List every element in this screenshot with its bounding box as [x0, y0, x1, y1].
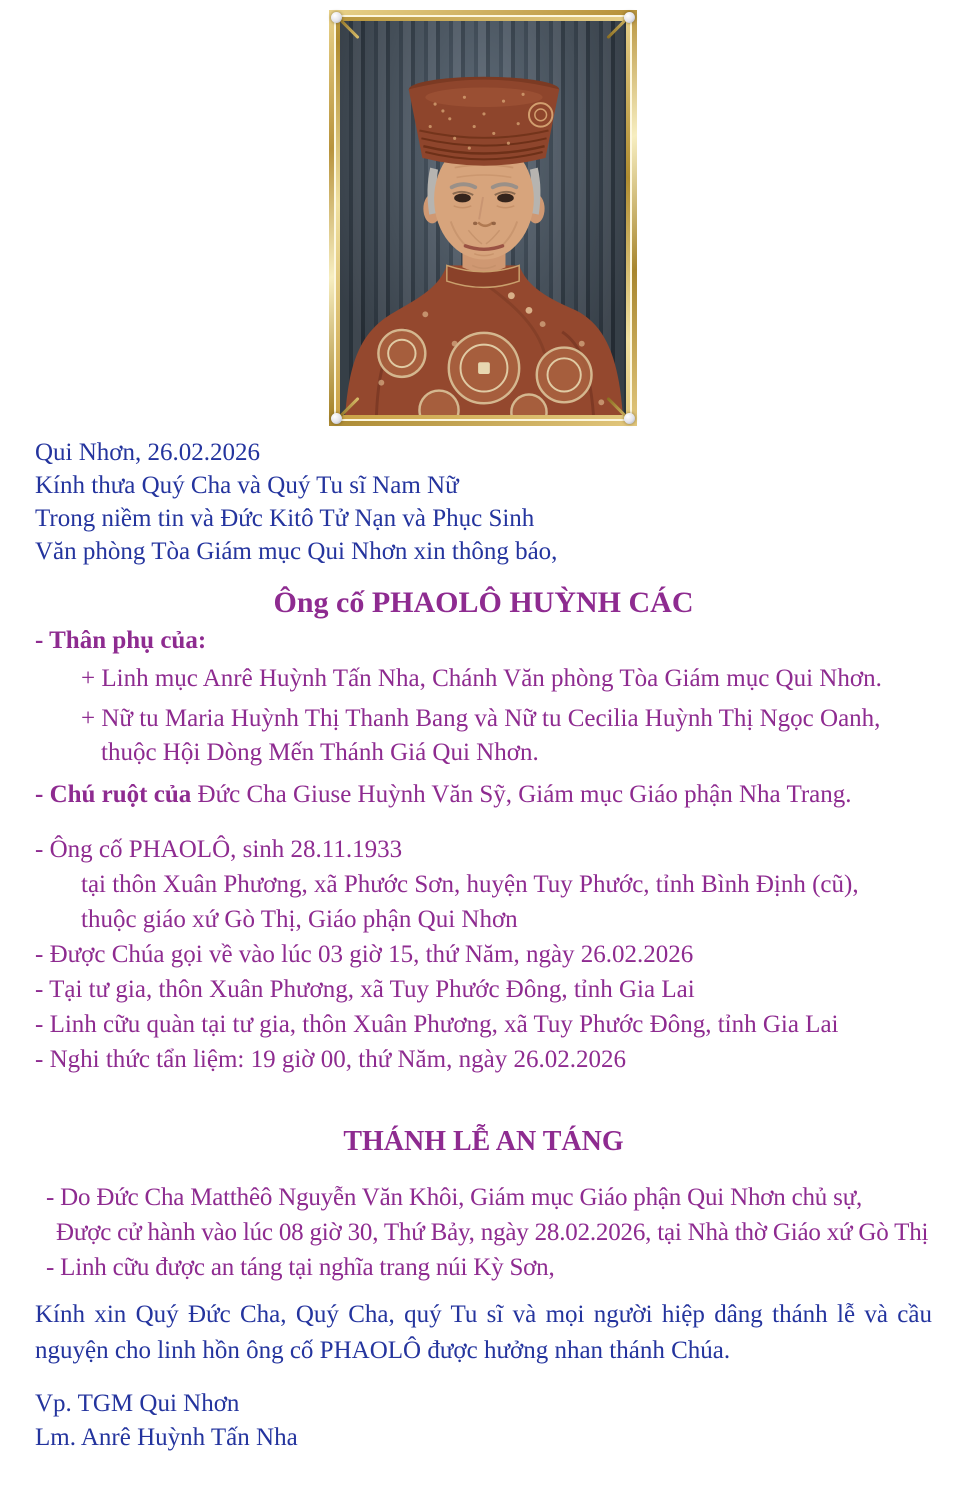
signature-priest: Lm. Anrê Huỳnh Tấn Nha — [35, 1424, 298, 1451]
funeral-block — [35, 1180, 932, 1285]
pearl-ornament-icon — [331, 12, 342, 23]
intro-line-office: Văn phòng Tòa Giám mục Qui Nhơn xin thông báo, — [35, 538, 558, 565]
pearl-ornament-icon — [624, 12, 635, 23]
signature-office: Vp. TGM Qui Nhơn — [35, 1390, 240, 1417]
pearl-ornament-icon — [331, 413, 342, 424]
detail-parish: thuộc giáo xứ Gò Thị, Giáo phận Qui Nhơn — [81, 906, 518, 933]
portrait-illustration — [340, 21, 626, 415]
intro-line-salutation: Kính thưa Quý Cha và Quý Tu sĩ Nam Nữ — [35, 472, 459, 499]
portrait-photo — [340, 21, 626, 415]
detail-birth: - Ông cố PHAOLÔ, sinh 28.11.1933 — [35, 836, 403, 863]
uncle-line — [35, 778, 932, 812]
deceased-name-title: Ông cố PHAOLÔ HUỲNH CÁC — [273, 586, 694, 619]
detail-encoffining: - Nghi thức tẩn liệm: 19 giờ 00, thứ Năm, ngày 26.02.2026 — [35, 1046, 626, 1073]
funeral-burial: - Linh cữu được an táng tại nghĩa trang núi Kỳ Sơn, — [46, 1254, 555, 1281]
funeral-celebrant: - Do Đức Cha Matthêô Nguyễn Văn Khôi, Giám mục Giáo phận Qui Nhơn chủ sự, — [46, 1184, 863, 1211]
detail-death-place: - Tại tư gia, thôn Xuân Phương, xã Tuy Phước Đông, tỉnh Gia Lai — [35, 976, 695, 1003]
photo-frame-inner — [334, 15, 632, 421]
signature-block — [35, 1387, 932, 1455]
child-line-congregation: thuộc Hội Dòng Mến Thánh Giá Qui Nhơn. — [101, 739, 539, 766]
funeral-mass-heading: THÁNH LỄ AN TÁNG — [343, 1126, 624, 1157]
intro-block — [35, 436, 932, 568]
closing-paragraph: Kính xin Quý Đức Cha, Quý Cha, quý Tu sĩ và mọi người hiệp dâng thánh lễ và cầu nguyện cho linh hồn ông cố PHAOLÔ được hưởng nhan thánh Chúa. — [35, 1301, 932, 1364]
intro-line-date: Qui Nhơn, 26.02.2026 — [35, 439, 261, 466]
detail-death-time: - Được Chúa gọi về vào lúc 03 giờ 15, thứ Năm, ngày 26.02.2026 — [35, 941, 694, 968]
child-line-nuns: + Nữ tu Maria Huỳnh Thị Thanh Bang và Nữ tu Cecilia Huỳnh Thị Ngọc Oanh, — [81, 705, 881, 732]
funeral-announcement-page — [0, 10, 966, 1510]
pearl-ornament-icon — [624, 413, 635, 424]
father-of-label: - Thân phụ của: — [35, 627, 207, 654]
funeral-time-place: Được cử hành vào lúc 08 giờ 30, Thứ Bảy, ngày 28.02.2026, tại Nhà thờ Giáo xứ Gò Thị — [56, 1219, 929, 1246]
uncle-label: - Chú ruột của — [35, 781, 192, 808]
announcement-body — [0, 436, 966, 1455]
photo-frame — [329, 10, 637, 426]
child-line-priest: + Linh mục Anrê Huỳnh Tấn Nha, Chánh Văn phòng Tòa Giám mục Qui Nhơn. — [81, 665, 882, 692]
detail-coffin-place: - Linh cữu quàn tại tư gia, thôn Xuân Phương, xã Tuy Phước Đông, tỉnh Gia Lai — [35, 1011, 839, 1038]
detail-birthplace: tại thôn Xuân Phương, xã Phước Sơn, huyện Tuy Phước, tỉnh Bình Định (cũ), — [81, 871, 859, 898]
intro-line-faith: Trong niềm tin và Đức Kitô Tử Nạn và Phục Sinh — [35, 505, 535, 532]
uncle-text: Đức Cha Giuse Huỳnh Văn Sỹ, Giám mục Giáo phận Nha Trang. — [191, 781, 852, 808]
